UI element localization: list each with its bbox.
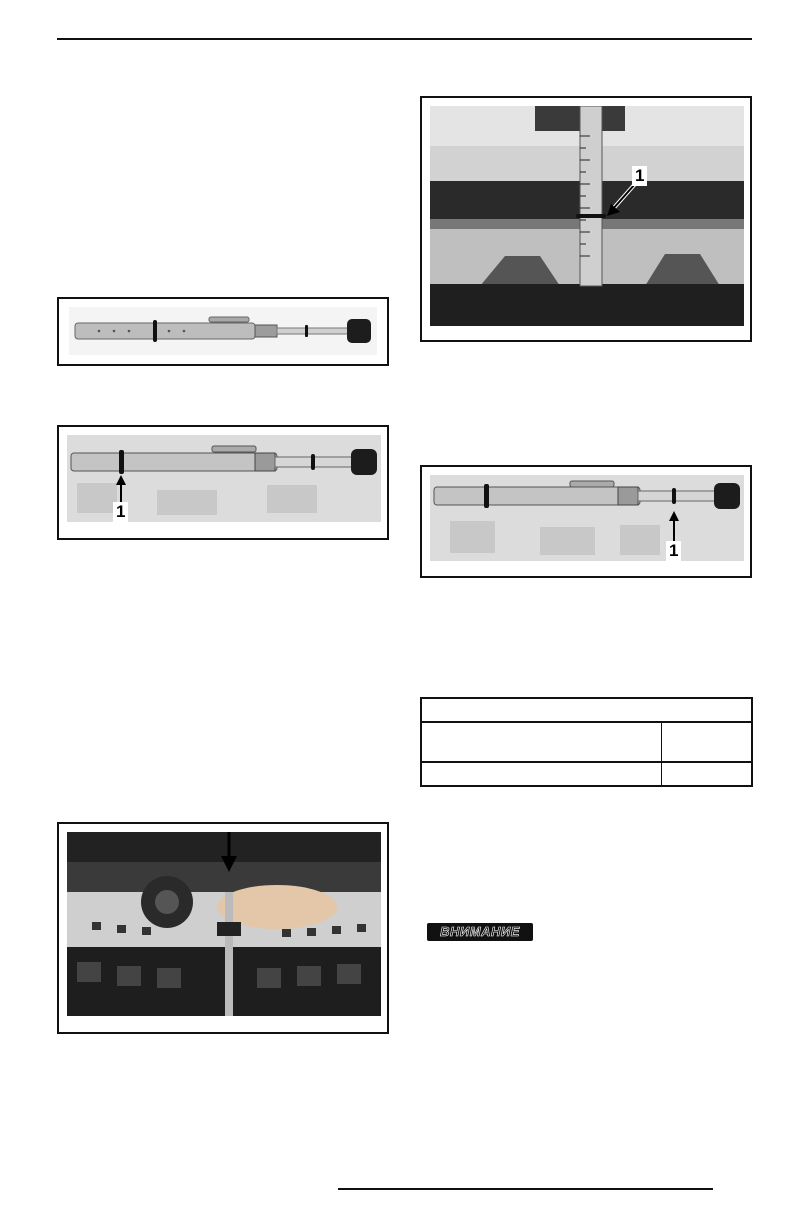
spec-table-col1-header <box>422 723 662 763</box>
spec-table-header <box>422 699 751 723</box>
measure-track-photo <box>67 832 381 1016</box>
warning-badge <box>427 923 533 941</box>
footer-rule <box>338 1188 713 1190</box>
header-rule <box>57 38 752 40</box>
figure-measure-track <box>57 822 389 1034</box>
tool-closed-photo <box>69 307 377 355</box>
warning-badge-label: ВНИМАНИЕ <box>440 924 520 939</box>
spec-table-row1-col1 <box>422 763 662 785</box>
callout-1: 1 <box>113 502 128 522</box>
figure-gauge-scale <box>420 96 752 342</box>
figure-tool-ring-right <box>420 465 752 578</box>
callout-1: 1 <box>632 166 647 186</box>
spec-table <box>420 697 753 787</box>
callout-1: 1 <box>666 541 681 561</box>
gauge-scale-photo <box>430 106 744 326</box>
figure-tool-ring-left <box>57 425 389 540</box>
figure-tool-closed <box>57 297 389 366</box>
tool-ring-right-photo <box>430 475 744 561</box>
spec-table-row1-col2 <box>662 763 751 785</box>
spec-table-col2-header <box>662 723 751 763</box>
